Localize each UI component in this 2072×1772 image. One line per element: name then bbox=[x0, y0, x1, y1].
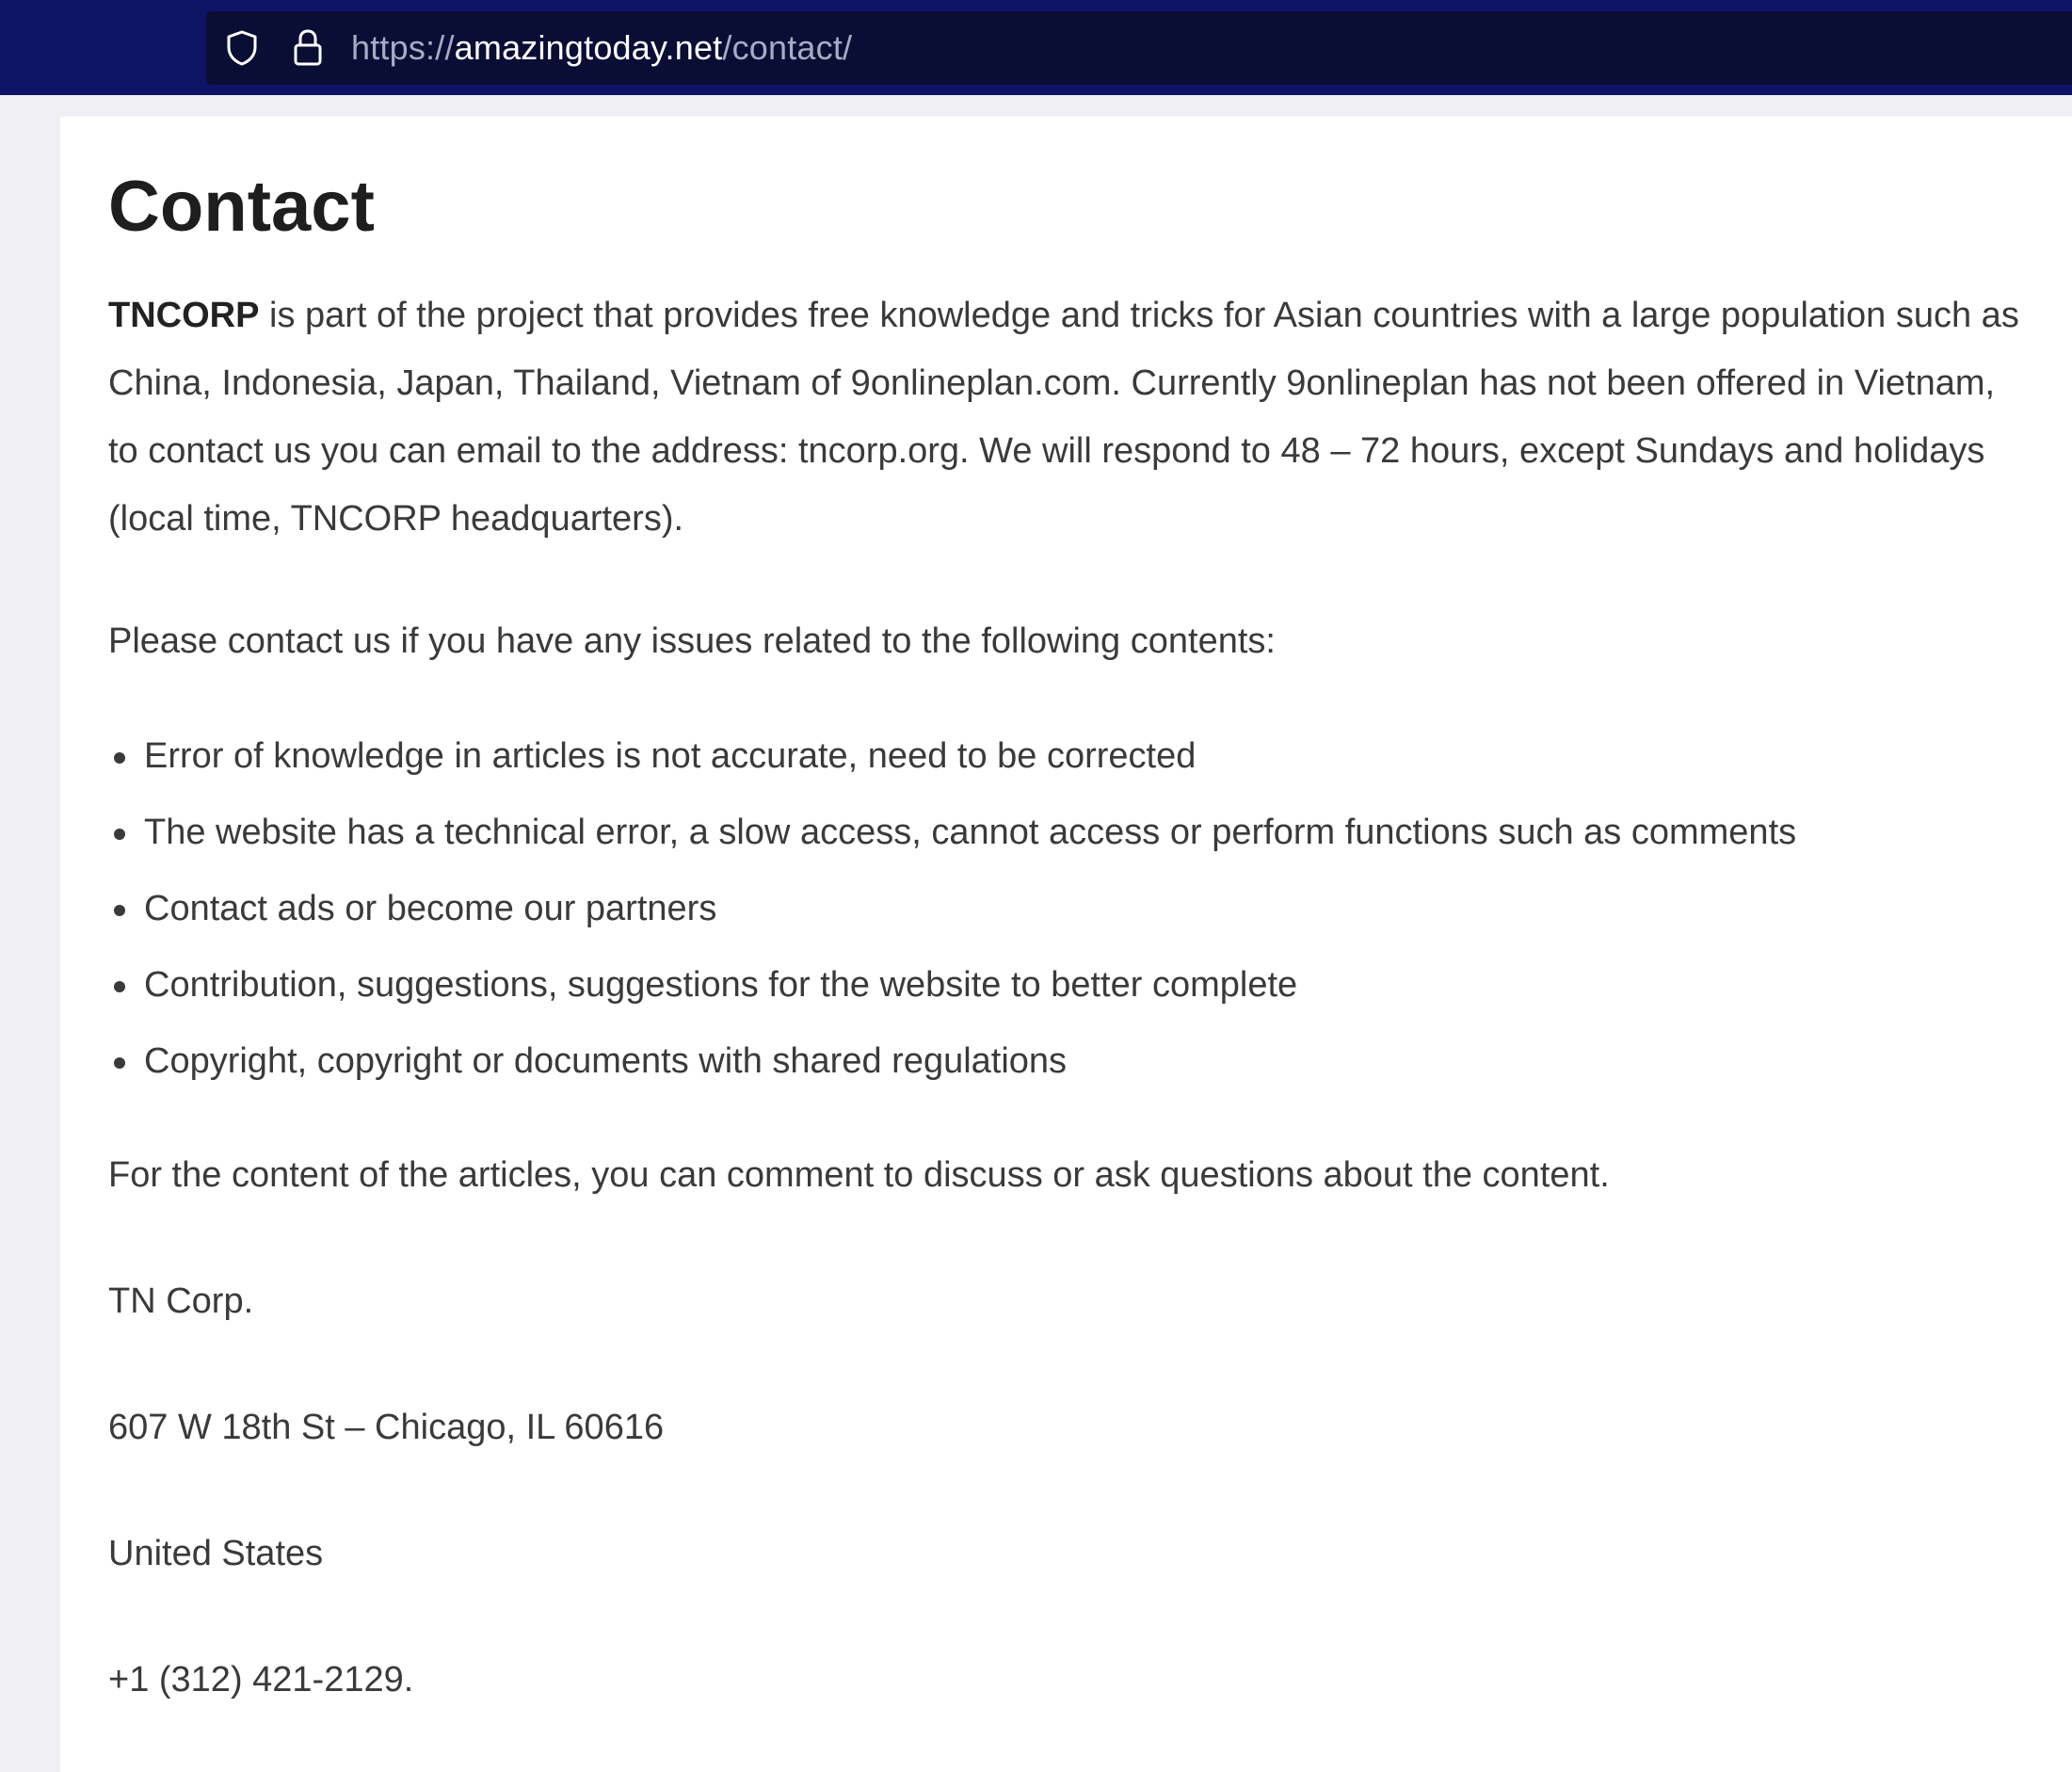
intro-text: is part of the project that provides free knowledge and tricks for Asian countries with a large population such as China, Indonesia, Japan, Thailand, Vietnam of 9onlineplan.com. Currently 9onlineplan has not been offered in Vietnam, to contact us you can email to the address: tncorp.org. We will respond to 48 – 72 hours, except Sundays and holidays (local time, TNCORP headquarters). bbox=[108, 296, 2019, 540]
phone-number: +1 (312) 421-2129. bbox=[108, 1660, 414, 1700]
url-scheme: https:// bbox=[351, 28, 455, 67]
address-bar[interactable] bbox=[206, 11, 2072, 85]
list-item: Copyright, copyright or documents with shared regulations bbox=[144, 1023, 2019, 1100]
url-text[interactable] bbox=[351, 28, 852, 68]
issues-list bbox=[108, 718, 2019, 1100]
comment-note: For the content of the articles, you can comment to discuss or ask questions about the content. bbox=[108, 1155, 1610, 1196]
page-title: Contact bbox=[108, 167, 375, 247]
intro-paragraph bbox=[108, 282, 2019, 553]
list-item: Contact ads or become our partners bbox=[144, 871, 2019, 947]
issues-intro: Please contact us if you have any issues related to the following contents: bbox=[108, 621, 1276, 662]
country: United States bbox=[108, 1534, 324, 1574]
lock-icon[interactable] bbox=[287, 27, 329, 69]
url-path: /contact/ bbox=[722, 28, 853, 67]
brand-name: TNCORP bbox=[108, 296, 260, 336]
article bbox=[108, 164, 2019, 1714]
page-content bbox=[60, 117, 2072, 1772]
list-item: Contribution, suggestions, suggestions for the website to better complete bbox=[144, 947, 2019, 1023]
company-name: TN Corp. bbox=[108, 1281, 254, 1322]
shield-icon[interactable] bbox=[221, 27, 263, 69]
list-item: The website has a technical error, a slow access, cannot access or perform functions such as comments bbox=[144, 795, 2019, 871]
street-address: 607 W 18th St – Chicago, IL 60616 bbox=[108, 1408, 665, 1448]
browser-toolbar bbox=[0, 0, 2072, 95]
list-item: Error of knowledge in articles is not accurate, need to be corrected bbox=[144, 718, 2019, 795]
url-host: amazingtoday.net bbox=[454, 28, 723, 67]
